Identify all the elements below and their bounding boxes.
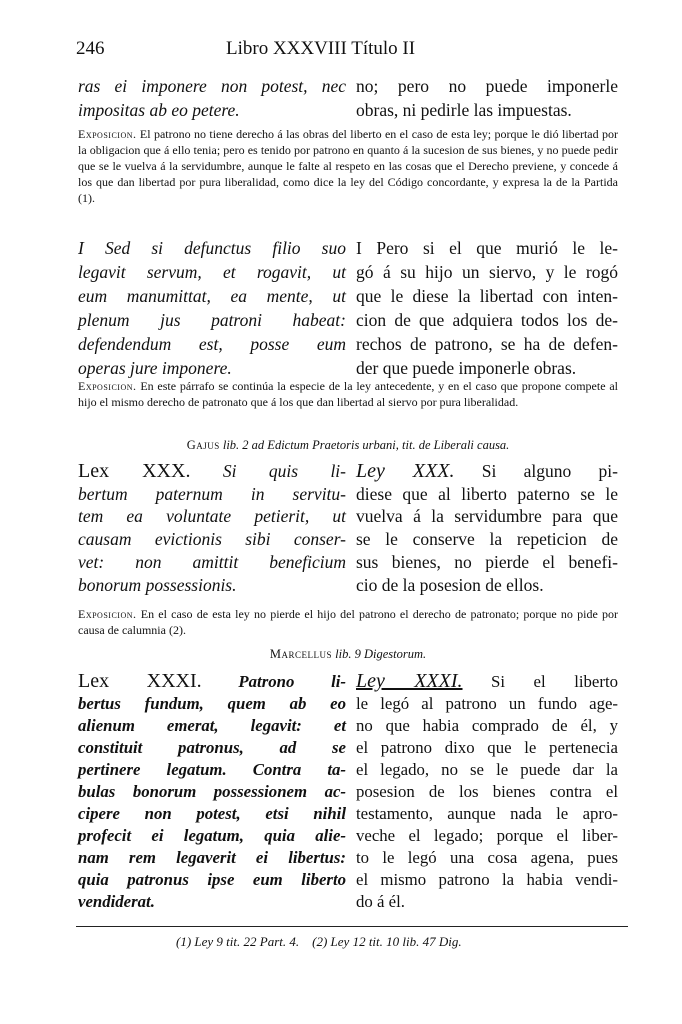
- latin-line: bertus fundum, quem ab eo: [78, 694, 346, 713]
- latin-line: vendiderat.: [78, 892, 155, 911]
- spanish-line: el mismo patrono la habia vendi-: [356, 870, 618, 889]
- spanish-line: I Pero si el que murió le le-: [356, 238, 618, 258]
- spanish-line: cion de que adquiera todos los de-: [356, 310, 618, 330]
- continuation-block: [78, 74, 618, 122]
- latin-line: vet: non amittit beneficium: [78, 551, 346, 572]
- latin-law-heading: Lex XXX.: [78, 460, 191, 482]
- latin-column: [78, 74, 346, 122]
- latin-line: tem ea voluntate petierit, ut: [78, 506, 346, 527]
- latin-line: impositas ab eo petere.: [78, 100, 240, 120]
- latin-line: causam evictionis sibi conser-: [78, 529, 346, 550]
- spanish-line: do á él.: [356, 892, 405, 911]
- spanish-line: Si el liberto: [491, 672, 618, 691]
- latin-column: [78, 670, 346, 913]
- latin-line: pertinere legatum. Contra ta-: [78, 760, 346, 779]
- running-title: Libro XXXVIII Título II: [226, 38, 416, 59]
- latin-line: nam rem legaverit ei libertus:: [78, 848, 346, 867]
- latin-line: ras ei imponere non potest, nec: [78, 76, 346, 96]
- spanish-law-heading: Ley XXX.: [356, 460, 455, 482]
- source-work: lib. 2 ad Edictum Praetoris urbani, tit. de Liberali causa.: [222, 438, 510, 452]
- spanish-line: sus bienes, no pierde el benefi-: [356, 551, 618, 572]
- spanish-column: [356, 74, 618, 122]
- latin-line: bonorum possessionis.: [78, 574, 237, 595]
- spanish-line: cio de la posesion de ellos.: [356, 574, 544, 595]
- spanish-law-heading: Ley XXXI.: [356, 670, 463, 692]
- exposicion-block: [78, 378, 618, 410]
- spanish-line: to le legó una cosa agena, pues: [356, 848, 618, 867]
- latin-column: [78, 236, 346, 380]
- latin-line: defendendum est, posse eum: [78, 334, 346, 354]
- page-number: 246: [76, 38, 105, 59]
- footnotes: [176, 934, 462, 950]
- spanish-line: el patrono dixo que le pertenecia: [356, 738, 618, 757]
- latin-line: legavit servum, et rogavit, ut: [78, 262, 346, 282]
- exposicion-block: [78, 606, 618, 638]
- spanish-line: testamento, aunque nada le apro-: [356, 804, 618, 823]
- latin-line: cipere non potest, etsi nihil: [78, 804, 346, 823]
- footnote-1: (1) Ley 9 tit. 22 Part. 4.: [176, 934, 300, 949]
- section-1-block: [78, 236, 618, 380]
- latin-line: constituit patronus, ad se: [78, 738, 346, 757]
- spanish-line: posesion de los bienes contra el: [356, 782, 618, 801]
- latin-line: bulas bonorum possessionem ac-: [78, 782, 346, 801]
- footnote-rule: [76, 926, 628, 927]
- latin-line: I Sed si defunctus filio suo: [78, 238, 346, 258]
- latin-line: profecit ei legatum, quia alie-: [78, 826, 346, 845]
- spanish-column: [356, 236, 618, 380]
- exposicion-label: Exposicion.: [78, 379, 137, 393]
- spanish-line: rechos de patrono, se ha de defen-: [356, 334, 618, 354]
- spanish-column: [356, 460, 618, 596]
- spanish-line: el legado, no se le puede dar la: [356, 760, 618, 779]
- spanish-column: [356, 670, 618, 913]
- exposicion-text: En este párrafo se continúa la especie de la ley antecedente, y en el caso que propone compete al hijo el mismo derecho de patronato que á los que dan libertad al siervo por pura liberalidad.: [78, 379, 618, 409]
- spanish-line: se le conserve la repeticion de: [356, 529, 618, 550]
- latin-line: alienum emerat, legavit: et: [78, 716, 346, 735]
- exposicion-text: El patrono no tiene derecho á las obras del liberto en el caso de esta ley; porque le dió libertad por la obligacion que á ello tenia; pero es tenido por patrono en quanto á la sucesion de sus bienes, y no puede pedir que se le vuelva á la servidumbre, aunque le falte al respeto en las cosas que el Derecho previene, y concede á los que dan libertad por pura liberalidad, como dice la ley del Código concordante, y expresa la de la Partida (1).: [78, 127, 619, 205]
- spanish-line: obras, ni pedirle las impuestas.: [356, 100, 572, 120]
- latin-line: eum manumittat, ea mente, ut: [78, 286, 346, 306]
- lex-30-block: [78, 460, 618, 596]
- spanish-line: Si alguno pi-: [481, 461, 618, 481]
- latin-law-heading: Lex XXXI.: [78, 670, 202, 692]
- spanish-line: diese que al liberto paterno se le: [356, 483, 618, 504]
- source-author: Gajus: [186, 438, 220, 452]
- latin-line: operas jure imponere.: [78, 358, 232, 378]
- latin-line: Si quis li-: [222, 461, 346, 481]
- spanish-line: no; pero no puede imponerle: [356, 76, 618, 96]
- source-citation: [78, 647, 618, 662]
- exposicion-label: Exposicion.: [78, 127, 137, 141]
- spanish-line: no que habia comprado de él, y: [356, 716, 618, 735]
- latin-line: Patrono li-: [238, 672, 346, 691]
- latin-line: bertum paternum in servitu-: [78, 483, 346, 504]
- exposicion-label: Exposicion.: [78, 607, 137, 621]
- latin-line: plenum jus patroni habeat:: [78, 310, 346, 330]
- source-work: lib. 9 Digestorum.: [335, 647, 427, 661]
- lex-31-block: [78, 670, 618, 913]
- spanish-line: der que puede imponerle obras.: [356, 358, 577, 378]
- latin-line: quia patronus ipse eum liberto: [78, 870, 346, 889]
- source-citation: [78, 438, 618, 453]
- spanish-line: que le diese la libertad con inten-: [356, 286, 618, 306]
- latin-column: [78, 460, 346, 596]
- spanish-line: veche el legado; porque el liber-: [356, 826, 618, 845]
- spanish-line: vuelva á la servidumbre para que: [356, 506, 618, 527]
- exposicion-block: [78, 126, 618, 206]
- source-author: Marcellus: [269, 647, 332, 661]
- exposicion-text: En el caso de esta ley no pierde el hijo del patrono el derecho de patronato; porque no pide por causa de calumnia (2).: [78, 607, 619, 637]
- spanish-line: gó á su hijo un siervo, y le rogó: [356, 262, 618, 282]
- spanish-line: le legó al patrono un fundo age-: [356, 694, 618, 713]
- footnote-2: (2) Ley 12 tit. 10 lib. 47 Dig.: [312, 934, 462, 949]
